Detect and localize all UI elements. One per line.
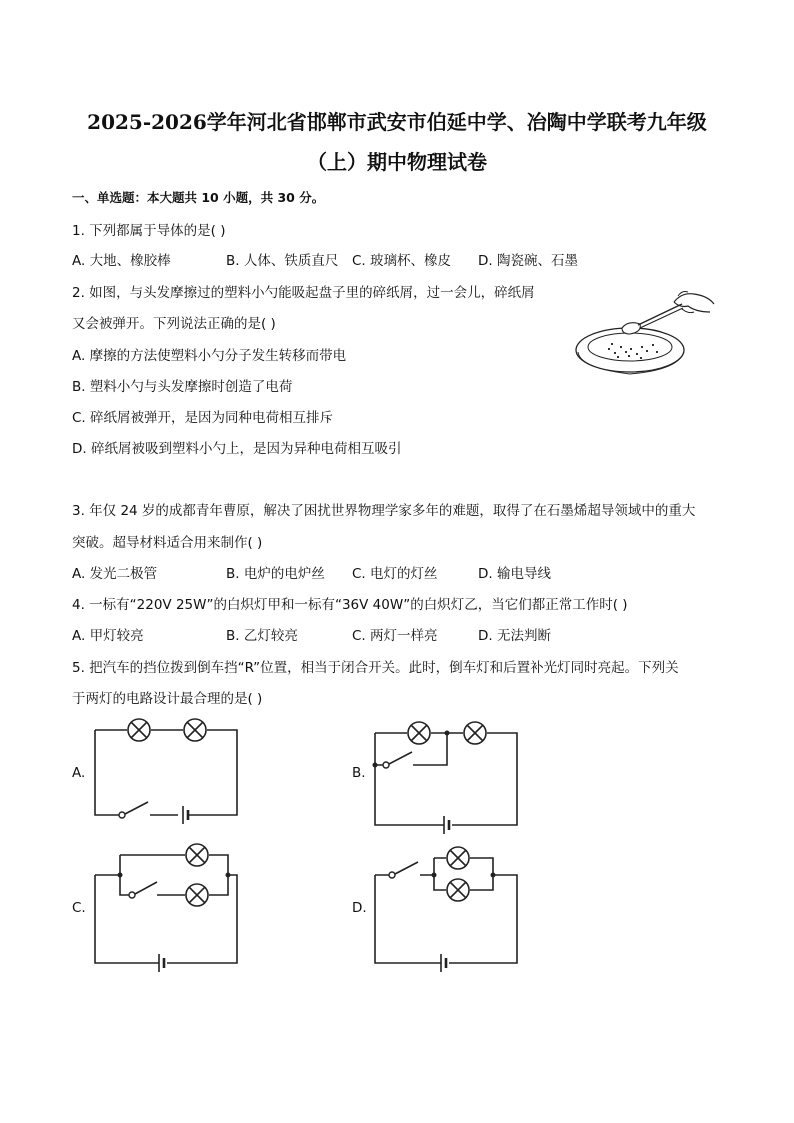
exam-title-line2: （上）期中物理试卷: [307, 150, 487, 174]
question-3-stem-line2: 突破。超导材料适合用来制作( ): [72, 535, 263, 551]
question-2-option-a: A. 摩擦的方法使塑料小勺分子发生转移而带电: [72, 348, 347, 364]
section-header: 一、单选题：本大题共 10 小题，共 30 分。: [72, 190, 325, 205]
question-2-stem-line2: 又会被弹开。下列说法正确的是( ): [72, 316, 276, 332]
circuit-c-label: C.: [72, 900, 86, 916]
question-3-option-a: A. 发光二极管: [72, 566, 158, 582]
question-2-option-d: D. 碎纸屑被吸到塑料小勺上，是因为异种电荷相互吸引: [72, 441, 402, 457]
question-3-option-c: C. 电灯的灯丝: [352, 566, 438, 582]
circuit-a-label: A.: [72, 765, 86, 781]
question-3-option-d: D. 输电导线: [478, 566, 551, 582]
question-2-option-c: C. 碎纸屑被弹开，是因为同种电荷相互排斥: [72, 410, 334, 426]
question-1-stem: 1. 下列都属于导体的是( ): [72, 223, 226, 239]
question-2-option-b: B. 塑料小勺与头发摩擦时创造了电荷: [72, 379, 293, 395]
question-4-option-b: B. 乙灯较亮: [226, 628, 298, 644]
question-3-stem-line1: 3. 年仅 24 岁的成都青年曹原，解决了困扰世界物理学家多年的难题，取得了在石墨烯超导领域中的重大: [72, 503, 696, 519]
question-1-option-d: D. 陶瓷碗、石墨: [478, 253, 578, 269]
question-1-option-b: B. 人体、铁质直尺: [226, 253, 339, 269]
question-4-stem: 4. 一标有“220V 25W”的白炽灯甲和一标有“36V 40W”的白炽灯乙，当它们都正常工作时( ): [72, 597, 628, 613]
circuit-b-label: B.: [352, 765, 366, 781]
question-3-option-b: B. 电炉的电炉丝: [226, 566, 325, 582]
question-1-option-a: A. 大地、橡胶棒: [72, 253, 171, 269]
question-4-option-c: C. 两灯一样亮: [352, 628, 438, 644]
question-4-option-d: D. 无法判断: [478, 628, 551, 644]
exam-title-line1: 2025-2026学年河北省邯郸市武安市伯延中学、冶陶中学联考九年级: [87, 110, 707, 134]
question-1-option-c: C. 玻璃杯、橡皮: [352, 253, 452, 269]
question-5-stem-line1: 5. 把汽车的挡位拨到倒车挡“R”位置，相当于闭合开关。此时，倒车灯和后置补光灯同时亮起。下列关: [72, 660, 679, 676]
question-4-option-a: A. 甲灯较亮: [72, 628, 144, 644]
question-2-stem-line1: 2. 如图，与头发摩擦过的塑料小勺能吸起盘子里的碎纸屑，过一会儿，碎纸屑: [72, 285, 535, 301]
circuit-d-label: D.: [352, 900, 367, 916]
question-5-stem-line2: 于两灯的电路设计最合理的是( ): [72, 691, 263, 707]
